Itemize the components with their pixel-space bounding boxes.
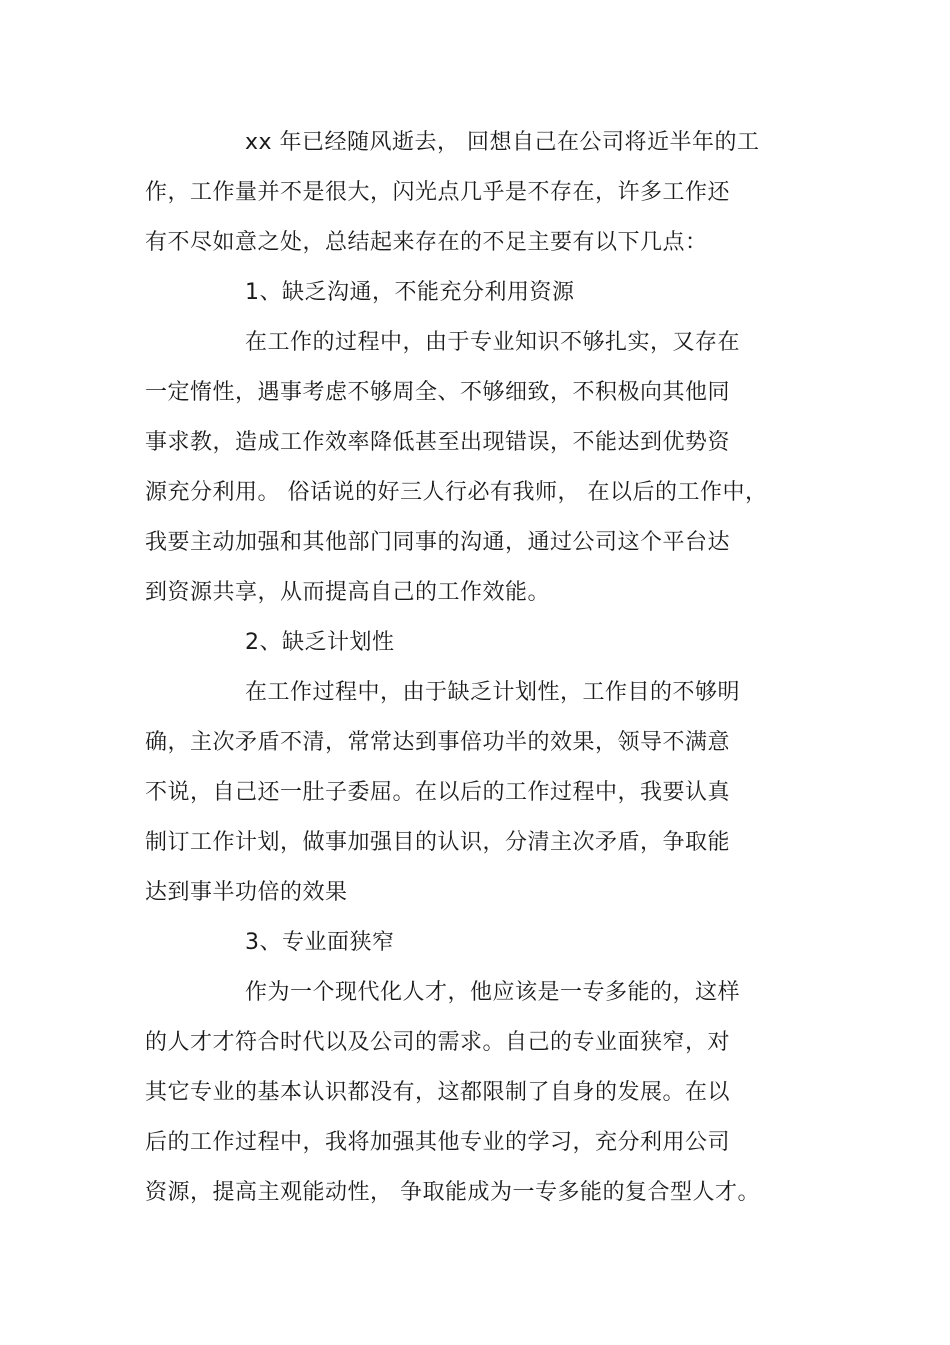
section-2-body-line: 在工作过程中，由于缺乏计划性，工作目的不够明	[245, 680, 741, 705]
section-3-body-line: 的人才才符合时代以及公司的需求。自己的专业面狭窄，对	[145, 1030, 731, 1055]
section-2-body-line: 制订工作计划，做事加强目的认识，分清主次矛盾，争取能	[145, 830, 731, 855]
section-2-body-line: 达到事半功倍的效果	[145, 880, 348, 905]
section-2-body-line: 确，主次矛盾不清，常常达到事倍功半的效果，领导不满意	[145, 730, 731, 755]
section-1-body-line: 事求教，造成工作效率降低甚至出现错误，不能达到优势资	[145, 430, 731, 455]
section-heading-3: 3、专业面狭窄	[245, 930, 395, 955]
paragraph-intro-line: 有不尽如意之处，总结起来存在的不足主要有以下几点：	[145, 230, 708, 255]
section-3-body-line: 后的工作过程中，我将加强其他专业的学习，充分利用公司	[145, 1130, 731, 1155]
section-heading-2: 2、缺乏计划性	[245, 630, 395, 655]
section-3-body-line: 其它专业的基本认识都没有，这都限制了自身的发展。在以	[145, 1080, 731, 1105]
section-1-body-line: 我要主动加强和其他部门同事的沟通，通过公司这个平台达	[145, 530, 731, 555]
paragraph-intro-line: 作，工作量并不是很大，闪光点几乎是不存在，许多工作还	[145, 180, 731, 205]
section-2-body-line: 不说，自己还一肚子委屈。在以后的工作过程中，我要认真	[145, 780, 731, 805]
section-1-body-line: 一定惰性，遇事考虑不够周全、不够细致，不积极向其他同	[145, 380, 731, 405]
section-1-body-line: 到资源共享，从而提高自己的工作效能。	[145, 580, 551, 605]
section-1-body-line: 在工作的过程中，由于专业知识不够扎实，又存在	[245, 330, 741, 355]
section-3-body-line: 作为一个现代化人才，他应该是一专多能的，这样	[245, 980, 741, 1005]
section-3-body-line: 资源，提高主观能动性， 争取能成为一专多能的复合型人才。	[145, 1180, 760, 1205]
section-1-body-line: 源充分利用。 俗话说的好三人行必有我师， 在以后的工作中，	[145, 480, 768, 505]
section-heading-1: 1、缺乏沟通，不能充分利用资源	[245, 280, 575, 305]
paragraph-intro-line: xx 年已经随风逝去， 回想自己在公司将近半年的工	[245, 130, 760, 155]
